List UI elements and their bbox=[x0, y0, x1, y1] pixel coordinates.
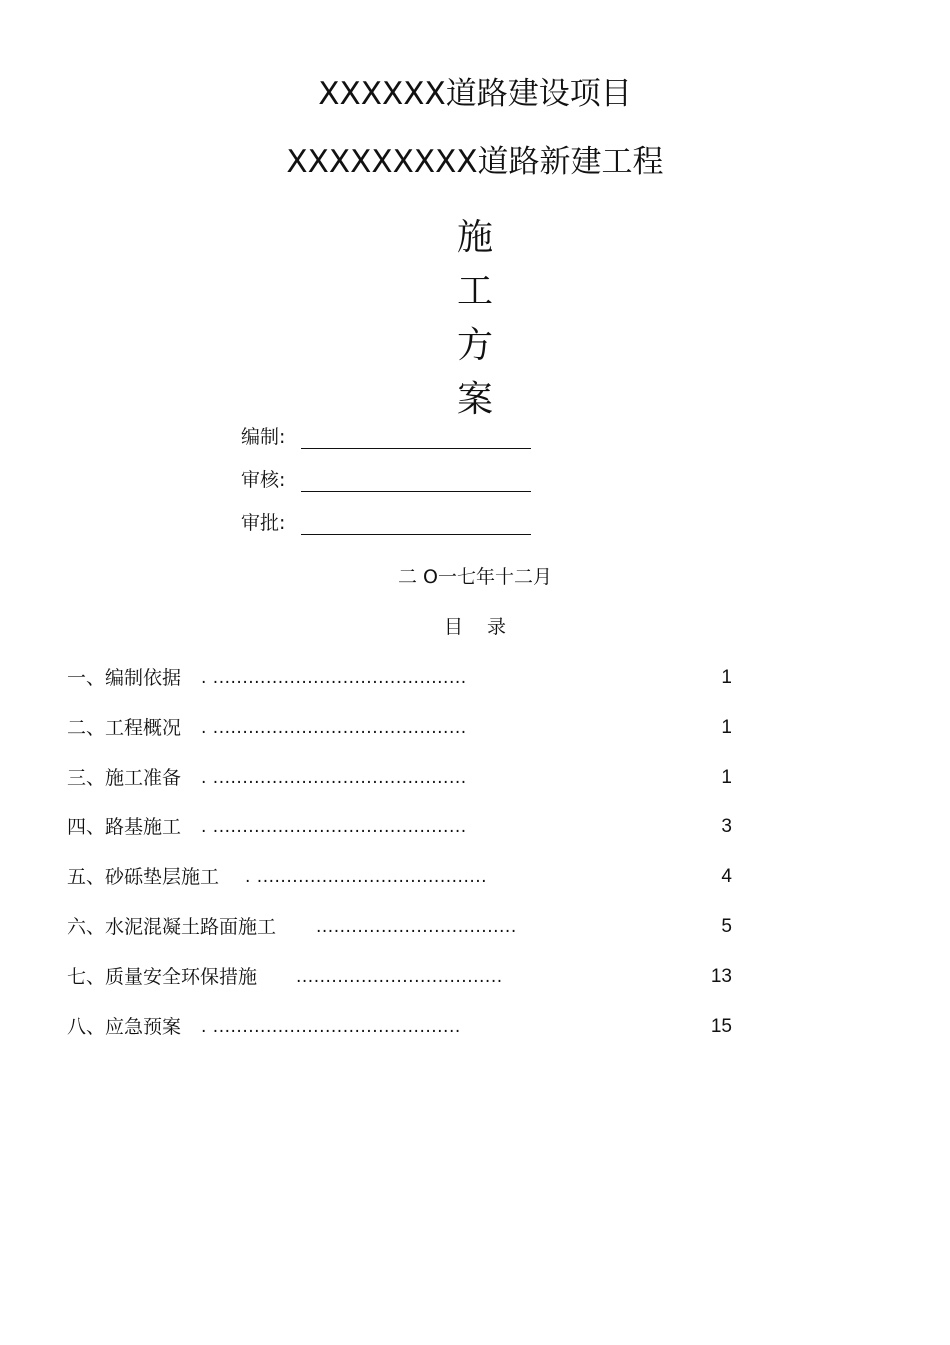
vertical-title-char: 案 bbox=[456, 379, 493, 420]
toc-item-page: 1 bbox=[721, 767, 732, 788]
toc-item-leader: . ........................................... bbox=[201, 718, 467, 738]
signature-row-compiled bbox=[241, 422, 541, 452]
toc-item-page: 5 bbox=[721, 916, 732, 937]
vertical-title-char: 方 bbox=[456, 325, 493, 366]
toc-item[interactable] bbox=[67, 713, 737, 743]
toc-item-page: 1 bbox=[721, 717, 732, 738]
signature-label: 审核: bbox=[241, 469, 286, 491]
toc-item-title: 八、应急预案 bbox=[67, 1016, 182, 1038]
toc-heading: 目录 bbox=[443, 616, 530, 638]
toc-item-leader: ................................... bbox=[296, 967, 503, 987]
toc-item-title: 七、质量安全环保措施 bbox=[67, 966, 258, 988]
toc-item-title: 四、路基施工 bbox=[67, 816, 182, 838]
signature-line bbox=[301, 491, 531, 492]
toc-item-page: 3 bbox=[721, 816, 732, 837]
toc-item-title: 一、编制依据 bbox=[67, 667, 182, 689]
toc-item-title: 二、工程概况 bbox=[67, 717, 182, 739]
toc-item[interactable] bbox=[67, 763, 737, 793]
toc-item[interactable] bbox=[67, 663, 737, 693]
project-subtitle: XXXXXXXXX道路新建工程 bbox=[286, 144, 664, 180]
toc-item[interactable] bbox=[67, 1012, 737, 1042]
toc-item[interactable] bbox=[67, 962, 737, 992]
toc-item-page: 1 bbox=[721, 667, 732, 688]
vertical-title-char: 施 bbox=[456, 217, 493, 258]
toc-item-leader: . ....................................... bbox=[245, 867, 488, 887]
signature-label: 编制: bbox=[241, 426, 286, 448]
toc-item-leader: . ........................................... bbox=[201, 668, 467, 688]
toc-item[interactable] bbox=[67, 862, 737, 892]
toc-item-title: 五、砂砾垫层施工 bbox=[67, 866, 220, 888]
toc-item-page: 13 bbox=[710, 966, 732, 987]
toc-item-leader: . .......................................... bbox=[201, 1017, 461, 1037]
toc-item[interactable] bbox=[67, 912, 737, 942]
toc-item[interactable] bbox=[67, 812, 737, 842]
signature-line bbox=[301, 448, 531, 449]
document-date: 二 O一七年十二月 bbox=[398, 566, 552, 588]
project-title: XXXXXX道路建设项目 bbox=[318, 76, 632, 112]
toc-item-leader: . ........................................... bbox=[201, 817, 467, 837]
signature-label: 审批: bbox=[241, 512, 286, 534]
toc-item-leader: .................................. bbox=[316, 917, 517, 937]
signature-row-approved bbox=[241, 508, 541, 538]
toc-item-page: 15 bbox=[710, 1016, 732, 1037]
signature-line bbox=[301, 534, 531, 535]
vertical-title-char: 工 bbox=[456, 271, 493, 312]
toc-item-page: 4 bbox=[721, 866, 732, 887]
toc-item-title: 三、施工准备 bbox=[67, 767, 182, 789]
signature-row-reviewed bbox=[241, 465, 541, 495]
toc-item-title: 六、水泥混凝土路面施工 bbox=[67, 916, 277, 938]
toc-item-leader: . ........................................... bbox=[201, 768, 467, 788]
